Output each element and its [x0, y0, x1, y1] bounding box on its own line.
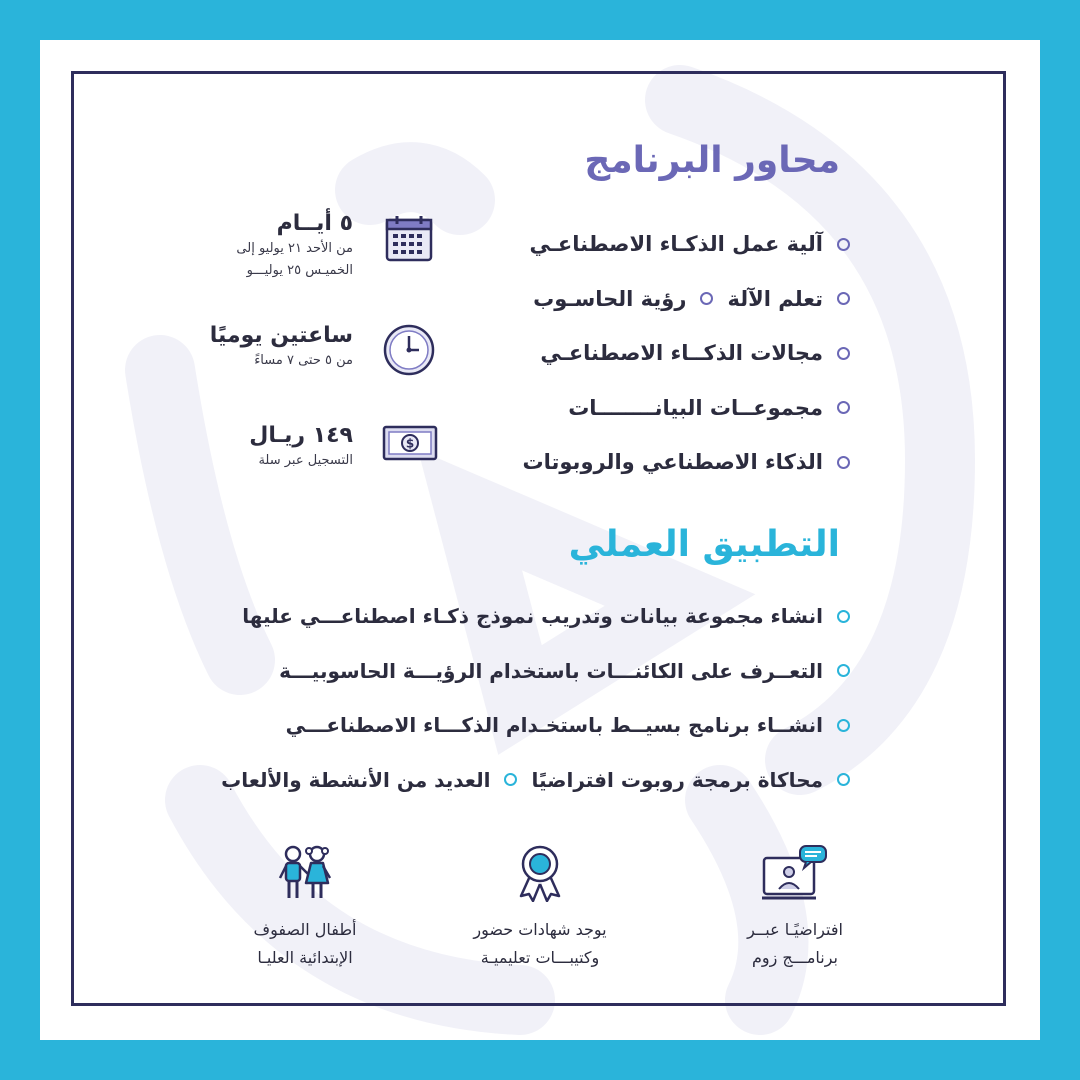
bullet-icon [837, 401, 850, 414]
bullet-icon [837, 347, 850, 360]
duration-info: ٥ أيــام من الأحد ٢١ يوليو إلى الخميـس ٢٥ يوليـــو [236, 211, 353, 278]
list-item: التعــرف على الكائنـــات باستخدام الرؤيـــة الحاسوبيـــة [221, 644, 850, 699]
practical-list [221, 589, 850, 807]
money-icon [382, 425, 438, 461]
bullet-icon [837, 719, 850, 732]
list-item: انشاء مجموعة بيانات وتدريب نموذج ذكـاء اصطناعـــي عليها [221, 589, 850, 644]
bullet-icon [837, 456, 850, 469]
program-axes-list [523, 217, 850, 490]
bullet-icon [837, 610, 850, 623]
price-info: ١٤٩ ريـال التسجيل عبر سلة [249, 423, 353, 468]
kids-icon [275, 844, 335, 902]
video-chat-icon [760, 844, 830, 902]
bullet-icon [504, 773, 517, 786]
feature-certificates: يوجد شهادات حضور وكتيبـــات تعليميـة [430, 840, 650, 972]
list-item: الذكاء الاصطناعي والروبوتات [523, 435, 850, 490]
list-item: آلية عمل الذكـاء الاصطناعـي [523, 217, 850, 272]
bullet-icon [700, 292, 713, 305]
list-item: مجموعــات البيانــــــــات [523, 381, 850, 436]
feature-zoom: افتراضيًـا عبــر برنامـــج زوم [685, 840, 905, 972]
bullet-icon [837, 238, 850, 251]
program-axes-title: محاور البرنامج [584, 140, 840, 181]
hours-info: ساعتين يوميًا من ٥ حتى ٧ مساءً [209, 323, 353, 368]
calendar-icon [384, 214, 434, 264]
list-item: تعلم الآلة رؤية الحاسـوب [523, 272, 850, 327]
practical-title: التطبيق العملي [568, 524, 840, 565]
bullet-icon [837, 773, 850, 786]
list-item: مجالات الذكــاء الاصطناعـي [523, 326, 850, 381]
list-item: محاكاة برمجة روبوت افتراضيًا العديد من الأنشطة والألعاب [221, 753, 850, 808]
certificate-icon [515, 844, 565, 902]
list-item: انشــاء برنامج بسيــط باستخـدام الذكـــاء الاصطناعـــي [221, 698, 850, 753]
bullet-icon [837, 292, 850, 305]
clock-icon [382, 323, 436, 377]
feature-kids: أطفال الصفوف الإبتدائية العليـا [195, 840, 415, 972]
svg-text:$: $ [405, 436, 415, 451]
bullet-icon [837, 664, 850, 677]
